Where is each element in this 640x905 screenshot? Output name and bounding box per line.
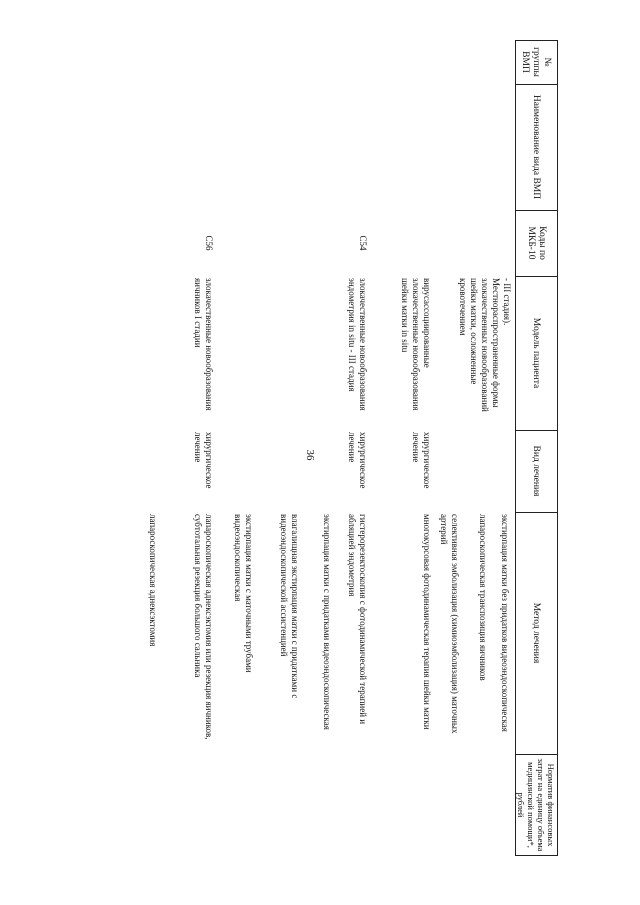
cell-icd-code: C56: [204, 235, 214, 251]
cell-method: лапароскопическая аднексэктомия или резекция яичников, субтотальная резекция большого сальника: [193, 514, 214, 740]
header-treatment-type: Вид лечения: [531, 445, 542, 497]
col-divider: [516, 210, 558, 211]
header-cost-norm: Норматив финансовых затрат на единицу объема медицинской помощи*, рублей: [516, 758, 556, 852]
cell-method: экстирпация матки без придатков видеоэндоскопическая: [500, 514, 510, 732]
cell-patient-model: - III стадия). Местнораспространенные формы злокачественных новообразований шейки матки, осложненные кровотечением: [458, 278, 512, 412]
header-icd-codes: Коды по МКБ-10: [526, 226, 547, 260]
cell-method: влагалищная экстирпация матки с придатками с видеоэндоскопической ассистенцией: [279, 514, 300, 699]
header-patient-model: Модель пациента: [531, 317, 542, 389]
col-divider: [516, 40, 558, 41]
vmp-table: [100, 40, 558, 856]
cell-treatment-type: хирургическое лечение: [347, 432, 368, 489]
cell-method: гистерорезектоскопия с фотодинамической терапией и абляцией эндометрия: [347, 514, 368, 725]
col-divider: [516, 84, 558, 85]
cell-icd-code: C54: [358, 235, 368, 251]
header-vmp-name: Наименование вида ВМП: [531, 94, 542, 200]
cell-patient-model: злокачественные новообразования эндометрия in situ - III стадия: [347, 278, 368, 411]
col-divider: [516, 855, 558, 856]
cell-method: экстирпация матки с придатками видеоэндоскопическая: [322, 514, 332, 730]
cell-method: экстирпация матки с маточными трубами видеоэндоскопическая: [233, 514, 254, 673]
cell-patient-model: вирусассоциированные злокачественные новообразования шейки матки in situ: [400, 278, 432, 411]
cell-method: многокурсовая фотодинамическая терапия шейки матки: [422, 514, 432, 730]
header-treatment-method: Метод лечения: [531, 602, 542, 664]
cell-method: селективная эмболизация (химиоэмболизация) маточных артерий: [439, 514, 460, 734]
col-divider: [516, 276, 558, 277]
cell-method: лапароскопическая аднексэктомия: [148, 514, 158, 647]
col-divider: [516, 512, 558, 513]
col-divider: [516, 430, 558, 431]
cell-treatment-type: хирургическое лечение: [411, 432, 432, 489]
col-divider: [516, 754, 558, 755]
page-number: 36: [304, 449, 316, 461]
cell-treatment-type: хирургическое лечение: [193, 432, 214, 489]
table-top-border: [557, 40, 558, 856]
cell-patient-model: злокачественные новообразования яичников I стадии: [193, 278, 214, 411]
header-group: № группы ВМП: [520, 47, 553, 77]
cell-method: лапароскопическая транспозиция яичников: [478, 514, 488, 681]
